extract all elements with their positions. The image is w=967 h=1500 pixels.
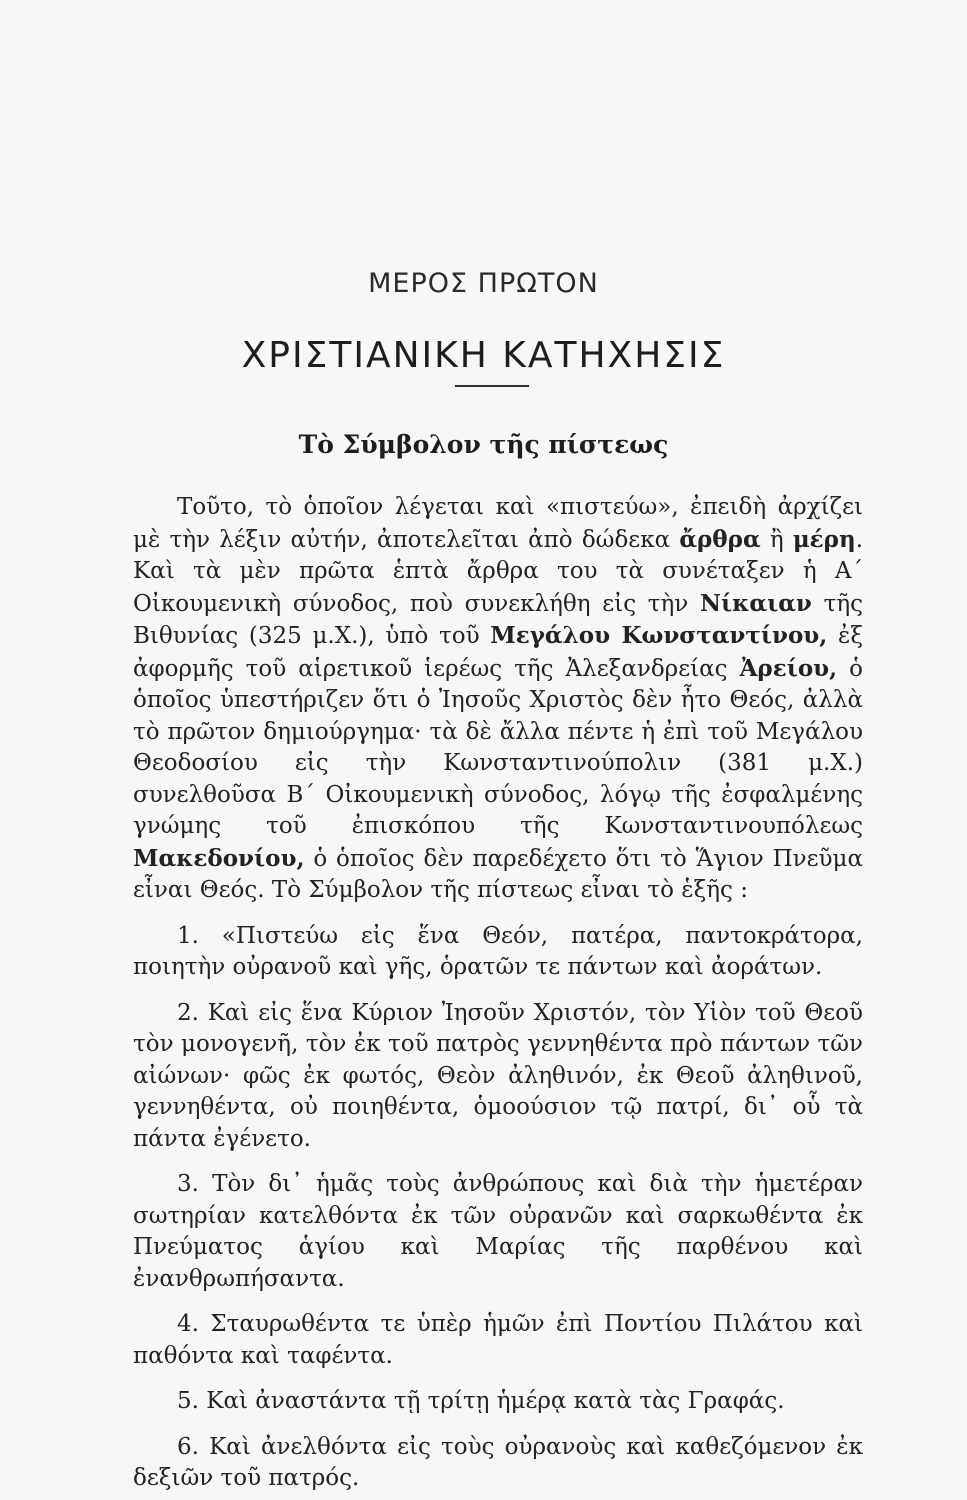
- intro-text: ὁ ὁποῖος ὑπεστήριζεν ὅτι ὁ Ἰησοῦς Χριστὸς δὲν ἦτο Θεός, ἀλλὰ τὸ πρῶτον δημιούργημα· τὰ δὲ ἄλλα πέντε ἡ ἐπὶ τοῦ Μεγάλου Θεοδοσίου εἰς τὴν Κωνσταντινούπολιν (381 μ.Χ.) συνελθοῦσα Β΄ Οἰκουμενικὴ σύνοδος, λόγῳ τῆς ἐσφαλμένης γνώμης τοῦ ἐπισκόπου τῆς Κωνσταντινουπόλεως: [133, 655, 863, 839]
- creed-article: [133, 998, 863, 1156]
- creed-article: [133, 1169, 863, 1295]
- article-text: Σταυρωθέντα τε ὑπὲρ ἡμῶν ἐπὶ Ποντίου Πιλάτου καὶ παθόντα καὶ ταφέντα.: [133, 1311, 863, 1369]
- bold-term: μέρη: [792, 525, 856, 553]
- article-number: 1.: [177, 922, 199, 949]
- article-text: Καὶ ἀνελθόντα εἰς τοὺς οὐρανοὺς καὶ καθεζόμενον ἐκ δεξιῶν τοῦ πατρός.: [133, 1433, 863, 1491]
- title-divider: [455, 385, 529, 387]
- creed-article: [133, 921, 863, 984]
- creed-article: [133, 1309, 863, 1372]
- article-number: 5.: [177, 1388, 199, 1414]
- article-text: Καὶ εἰς ἕνα Κύριον Ἰησοῦν Χριστόν, τὸν Υἱὸν τοῦ Θεοῦ τὸν μονογενῆ, τὸν ἐκ τοῦ πατρὸς γεννηθέντα πρὸ πάντων τῶν αἰώνων· φῶς ἐκ φωτός, Θεὸν ἀληθινόν, ἐκ Θεοῦ ἀληθινοῦ, γεννηθέντα, οὐ ποιηθέντα, ὁμοούσιον τῷ πατρί, δι᾿ οὗ τὰ πάντα ἐγένετο.: [133, 999, 863, 1152]
- article-number: 4.: [177, 1311, 199, 1337]
- intro-text: ἢ: [760, 526, 793, 553]
- intro-paragraph: [133, 492, 863, 907]
- intro-text: Τοῦτο, τὸ ὁποῖον λέγεται καὶ «πιστεύω», ἐπειδὴ ἀρχίζει μὲ τὴν λέξιν αὐτήν, ἀποτελεῖται ἀπὸ δώδεκα: [133, 494, 863, 553]
- article-text: Τὸν δι᾿ ἡμᾶς τοὺς ἀνθρώπους καὶ διὰ τὴν ἡμετέραν σωτηρίαν κατελθόντα ἐκ τῶν οὐρανῶν καὶ σαρκωθέντα ἐκ Πνεύματος ἁγίου καὶ Μαρίας τῆς παρθένου καὶ ἐνανθρωπήσαντα.: [133, 1171, 863, 1292]
- intro-text: . Καὶ τὰ μὲν πρῶτα ἑπτὰ ἄρθρα του τὰ συνέταξεν ἡ Α΄ Οἰκουμενικὴ σύνοδος, ποὺ συνεκλήθη εἰς τὴν: [133, 526, 863, 617]
- bold-term: Μακεδονίου,: [133, 844, 305, 872]
- article-text: «Πιστεύω εἰς ἕνα Θεόν, πατέρα, παντοκράτορα, ποιητὴν οὐρανοῦ καὶ γῆς, ὁρατῶν τε πάντων καὶ ἀοράτων.: [133, 922, 863, 980]
- article-number: 3.: [177, 1171, 199, 1197]
- article-number: 6.: [177, 1433, 199, 1460]
- creed-article: [133, 1432, 863, 1495]
- article-number: 2.: [177, 999, 199, 1026]
- section-title: Τὸ Σύμβολον τῆς πίστεως: [298, 430, 669, 459]
- bold-term: ἄρθρα: [679, 525, 761, 553]
- intro-text: ὁ ὁποῖος δὲν παρεδέχετο ὅτι τὸ Ἅγιον Πνεῦμα εἶναι Θεός. Τὸ Σύμβολον τῆς πίστεως εἶναι τὸ ἑξῆς :: [133, 845, 863, 903]
- intro-text: ἐξ ἀφορμῆς τοῦ αἱρετικοῦ ἱερέως τῆς Ἀλεξανδρείας: [133, 623, 863, 682]
- bold-term: Μεγάλου Κωνσταντίνου,: [490, 622, 828, 649]
- article-text: Καὶ ἀναστάντα τῇ τρίτῃ ἡμέρᾳ κατὰ τὰς Γραφάς.: [206, 1388, 785, 1414]
- intro-text: τῆς Βιθυνίας (325 μ.Χ.), ὑπὸ τοῦ: [133, 590, 863, 649]
- part-heading: ΜΕΡΟΣ ΠΡΩΤΟΝ: [368, 268, 599, 299]
- creed-article: [133, 1386, 863, 1418]
- bold-term: Νίκαιαν: [700, 589, 812, 617]
- main-title: ΧΡΙΣΤΙΑΝΙΚΗ ΚΑΤΗΧΗΣΙΣ: [241, 335, 726, 376]
- body-text: [133, 492, 863, 1495]
- bold-term: Ἀρείου,: [739, 654, 838, 682]
